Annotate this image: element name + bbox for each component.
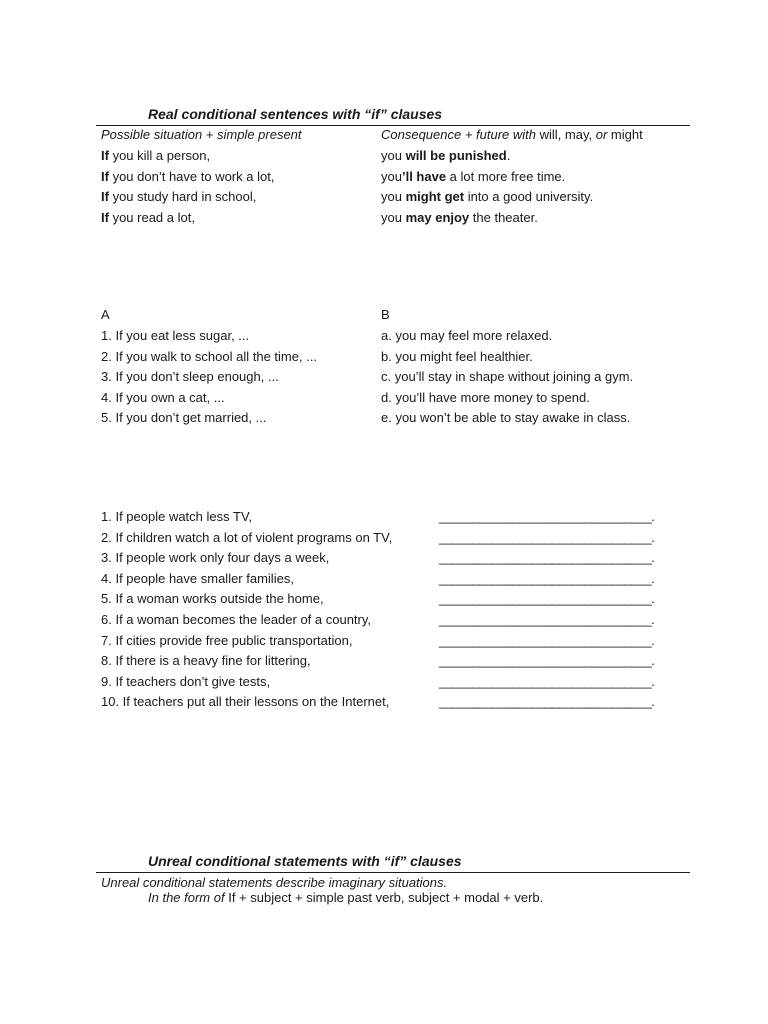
if-keyword: If <box>101 209 109 225</box>
match-b-item: d. you’ll have more money to spend. <box>381 389 590 405</box>
example-if-clause <box>101 210 195 226</box>
completion-item: 2. If children watch a lot of violent programs on TV, <box>101 529 393 545</box>
real-conditional-title: Real conditional sentences with “if” clauses <box>148 106 443 122</box>
match-b-item: e. you won’t be able to stay awake in class. <box>381 410 631 425</box>
result-post: into a good university. <box>464 189 594 204</box>
column-b-head: B <box>381 307 390 322</box>
answer-blank: ________________________________. <box>439 673 655 689</box>
title-rule <box>96 872 690 873</box>
answer-blank: ________________________________. <box>439 591 655 607</box>
result-post: a lot more free time. <box>446 168 566 184</box>
result-pre: you <box>381 168 402 184</box>
match-b-item: a. you may feel more relaxed. <box>381 328 553 343</box>
if-keyword: If <box>101 189 109 204</box>
completion-item: 3. If people work only four days a week, <box>101 550 330 566</box>
unreal-conditional-title: Unreal conditional statements with “if” clauses <box>148 853 462 869</box>
answer-blank: ________________________________. <box>439 612 655 627</box>
column-head-situation: Possible situation + simple present <box>101 127 302 142</box>
match-b-item: b. you might feel healthier. <box>381 348 533 364</box>
example-result-clause <box>381 210 538 226</box>
example-result-clause <box>381 189 593 205</box>
completion-item: 1. If people watch less TV, <box>101 509 253 524</box>
completion-item: 9. If teachers don’t give tests, <box>101 673 271 689</box>
if-clause-text: you kill a person, <box>108 148 211 163</box>
match-a-item: 1. If you eat less sugar, ... <box>101 328 250 343</box>
modal-verb: will be punished <box>405 148 507 163</box>
answer-blank: ________________________________. <box>439 694 655 710</box>
completion-item: 8. If there is a heavy fine for littering, <box>101 653 311 669</box>
unreal-definition: Unreal conditional statements describe imaginary situations. <box>101 875 448 890</box>
answer-blank: ________________________________. <box>439 632 655 648</box>
answer-blank: ________________________________. <box>439 509 655 524</box>
match-a-item: 2. If you walk to school all the time, ... <box>101 348 318 364</box>
if-clause-text: you read a lot, <box>108 209 195 225</box>
completion-item: 10. If teachers put all their lessons on the Internet, <box>101 694 390 710</box>
completion-item: 7. If cities provide free public transportation, <box>101 632 353 648</box>
example-if-clause <box>101 189 256 205</box>
match-a-item: 3. If you don’t sleep enough, ... <box>101 369 279 384</box>
example-if-clause <box>101 148 210 164</box>
match-a-item: 5. If you don’t get married, ... <box>101 410 267 425</box>
example-result-clause <box>381 148 510 164</box>
unreal-form: In the form of If + subject + simple past verb, subject + modal + verb. <box>148 890 544 905</box>
match-b-item: c. you’ll stay in shape without joining a gym. <box>381 369 634 384</box>
completion-item: 5. If a woman works outside the home, <box>101 591 324 607</box>
answer-blank: ________________________________. <box>439 550 655 566</box>
example-if-clause <box>101 169 274 185</box>
completion-item: 4. If people have smaller families, <box>101 570 294 586</box>
title-rule <box>96 125 690 126</box>
completion-item: 6. If a woman becomes the leader of a country, <box>101 612 372 627</box>
if-clause-text: you don’t have to work a lot, <box>108 168 275 184</box>
result-pre: you <box>381 148 406 163</box>
answer-blank: ________________________________. <box>439 570 655 586</box>
example-result-clause <box>381 169 565 185</box>
if-clause-text: you study hard in school, <box>108 189 257 204</box>
result-pre: you <box>381 189 406 204</box>
modal-verb: might get <box>405 189 465 204</box>
column-a-head: A <box>101 307 110 322</box>
answer-blank: ________________________________. <box>439 653 655 669</box>
result-post: the theater. <box>469 209 538 225</box>
modal-verb: ’ll have <box>401 168 447 184</box>
answer-blank: ________________________________. <box>439 529 655 545</box>
if-keyword: If <box>101 168 109 184</box>
column-head-consequence: Consequence + future with will, may, or might <box>381 127 643 142</box>
result-post: . <box>506 148 511 163</box>
modal-verb: may enjoy <box>405 209 470 225</box>
result-pre: you <box>381 209 406 225</box>
match-a-item: 4. If you own a cat, ... <box>101 389 225 405</box>
if-keyword: If <box>101 148 109 163</box>
